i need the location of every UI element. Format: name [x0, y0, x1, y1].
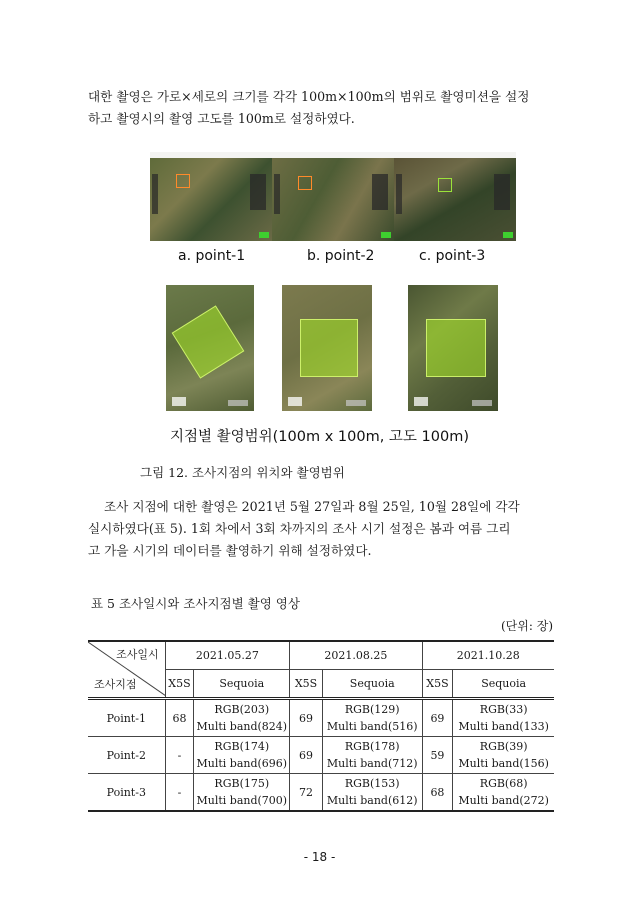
sequoia-cell — [453, 699, 554, 737]
multiband-count: Multi band(516) — [326, 720, 418, 733]
text-line: 하고 촬영시의 촬영 고도를 100m로 설정하였다. — [88, 111, 355, 126]
table-row — [88, 699, 554, 737]
subheader: X5S — [422, 670, 453, 699]
corner-top-label: 조사일시 — [116, 648, 159, 661]
x5s-cell: 68 — [422, 774, 453, 812]
drone-app-screenshot-point-1 — [150, 152, 272, 241]
subheader: Sequoia — [481, 677, 527, 690]
multiband-count: Multi band(133) — [458, 720, 549, 733]
table-title: 표 5 조사일시와 조사지점별 촬영 영상 — [91, 596, 300, 611]
drone-app-screenshot-point-2 — [272, 152, 394, 241]
sequoia-cell — [322, 774, 422, 812]
x5s-cell: - — [165, 774, 194, 812]
x5s-cell: 72 — [290, 774, 323, 812]
sequoia-cell — [453, 774, 554, 812]
rgb-count: RGB(178) — [344, 740, 400, 753]
rgb-count: RGB(174) — [214, 740, 270, 753]
x5s-cell: 68 — [165, 699, 194, 737]
x5s-cell: 69 — [290, 699, 323, 737]
subheader: X5S — [165, 670, 194, 699]
sequoia-cell — [194, 774, 290, 812]
multiband-count: Multi band(696) — [196, 757, 288, 770]
corner-header-cell — [88, 641, 165, 699]
subheader: Sequoia — [322, 670, 422, 699]
row-label: Point-1 — [88, 699, 165, 737]
rgb-count: RGB(175) — [214, 777, 270, 790]
multiband-count: Multi band(156) — [458, 757, 549, 770]
text-line: 조사 지점에 대한 촬영은 2021년 5월 27일과 8월 25일, 10월 28일에 각각 — [104, 499, 520, 514]
body-paragraph-1 — [88, 86, 556, 130]
body-paragraph-2 — [88, 496, 556, 562]
rgb-count: RGB(39) — [479, 740, 528, 753]
row-label: Point-3 — [88, 774, 165, 812]
rgb-count: RGB(153) — [344, 777, 400, 790]
multiband-count: Multi band(824) — [196, 720, 288, 733]
screenshot-label-c: c. point-3 — [419, 248, 486, 264]
corner-bottom-label: 조사지점 — [94, 678, 137, 691]
x5s-cell: 59 — [422, 737, 453, 774]
row-label: Point-2 — [88, 737, 165, 774]
multiband-count: Multi band(272) — [458, 794, 549, 807]
table-unit: (단위: 장) — [501, 619, 553, 633]
x5s-cell: - — [165, 737, 194, 774]
survey-area-map-point-3 — [408, 285, 498, 411]
drone-app-screenshot-point-3 — [394, 152, 516, 241]
multiband-count: Multi band(700) — [196, 794, 288, 807]
text-line: 실시하였다(표 5). 1회 차에서 3회 차까지의 조사 시기 설정은 봄과 여름 그리 — [88, 521, 511, 536]
survey-area-map-point-2 — [282, 285, 372, 411]
screenshot-label-b: b. point-2 — [307, 248, 375, 264]
rgb-count: RGB(33) — [479, 703, 528, 716]
date-header: 2021.05.27 — [165, 641, 290, 670]
screenshot-label-a: a. point-1 — [178, 248, 246, 264]
date-header: 2021.08.25 — [290, 641, 422, 670]
figure-caption: 그림 12. 조사지점의 위치와 촬영범위 — [140, 465, 345, 480]
page-number: - 18 - — [303, 850, 336, 864]
x5s-cell: 69 — [290, 737, 323, 774]
date-header: 2021.10.28 — [422, 641, 554, 670]
x5s-cell: 69 — [422, 699, 453, 737]
figure-subtitle: 지점별 촬영범위(100m x 100m, 고도 100m) — [169, 429, 469, 445]
sequoia-cell — [194, 737, 290, 774]
survey-area-map-point-1 — [166, 285, 254, 411]
sequoia-cell — [322, 699, 422, 737]
rgb-count: RGB(129) — [344, 703, 400, 716]
sequoia-cell — [453, 737, 554, 774]
subheader: Sequoia — [194, 670, 290, 699]
sequoia-cell — [322, 737, 422, 774]
sequoia-cell — [194, 699, 290, 737]
rgb-count: RGB(203) — [214, 703, 270, 716]
text-line: 대한 촬영은 가로×세로의 크기를 각각 100m×100m의 범위로 촬영미션을 설정 — [88, 89, 530, 104]
subheader: X5S — [290, 670, 323, 699]
rgb-count: RGB(68) — [479, 777, 528, 790]
multiband-count: Multi band(712) — [326, 757, 418, 770]
table-row — [88, 774, 554, 812]
table-row — [88, 737, 554, 774]
survey-table — [88, 640, 554, 812]
multiband-count: Multi band(612) — [326, 794, 418, 807]
text-line: 고 가을 시기의 데이터를 촬영하기 위해 설정하였다. — [88, 543, 372, 558]
